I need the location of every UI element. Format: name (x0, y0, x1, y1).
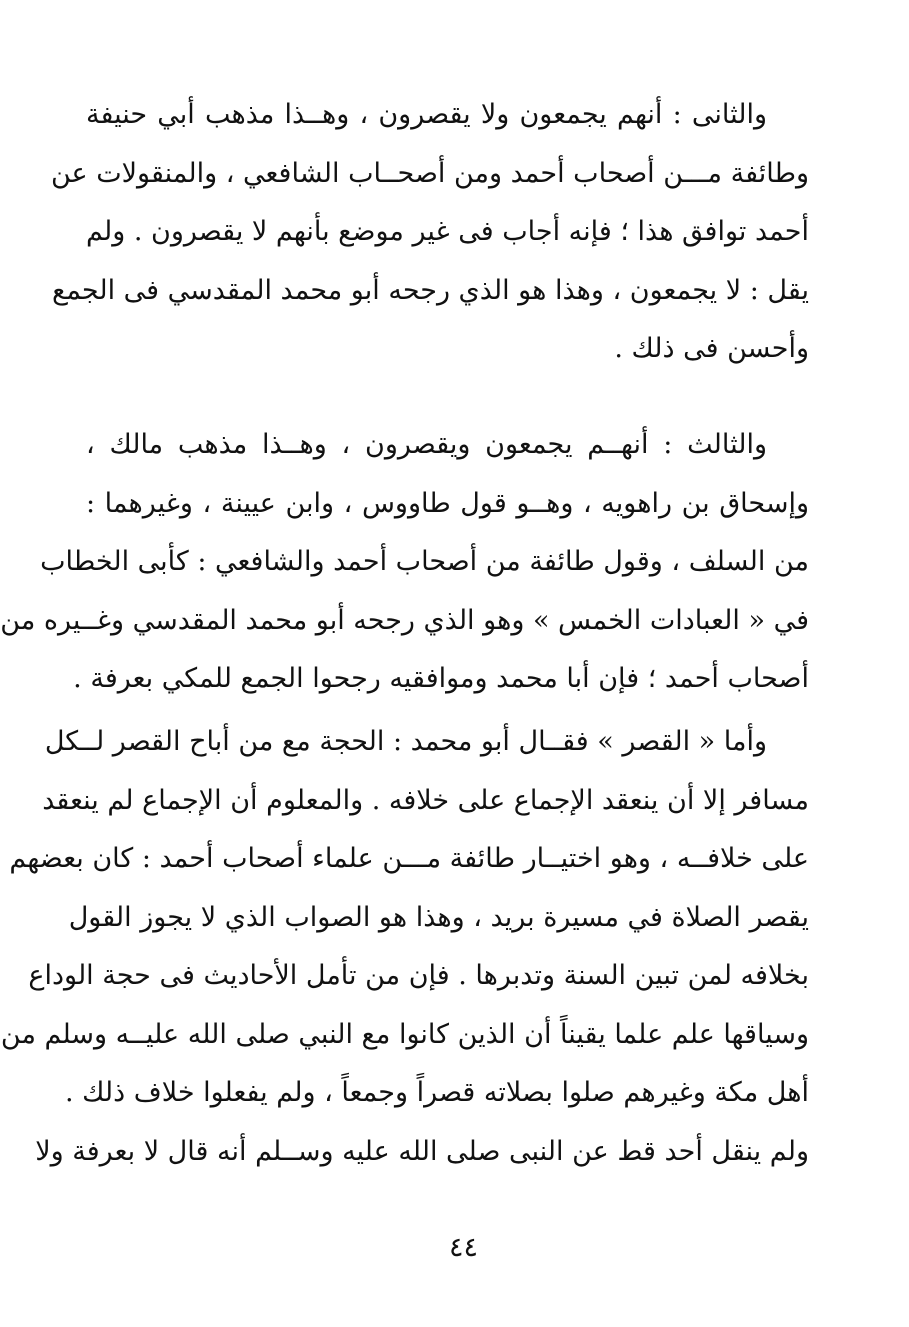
text-line: والثانى : أنهم يجمعون ولا يقصرون ، وهــذا مذهب أبي حنيفة (86, 99, 767, 130)
page-number: ٤٤ (448, 1232, 478, 1263)
text-line: أحمد توافق هذا ؛ فإنه أجاب فى غير موضع بأنهم لا يقصرون . ولم (86, 216, 809, 247)
text-line: من السلف ، وقول طائفة من أصحاب أحمد والشافعي : كأبى الخطاب (40, 546, 809, 577)
paragraph-qasr (0, 713, 809, 1181)
text-line: أصحاب أحمد ؛ فإن أبا محمد وموافقيه رجحوا الجمع للمكي بعرفة . (73, 663, 809, 694)
text-line: في « العبادات الخمس » وهو الذي رجحه أبو محمد المقدسي وغــيره من (0, 604, 809, 636)
text-line: وإسحاق بن راهويه ، وهــو قول طاووس ، وابن عيينة ، وغيرهما : (86, 487, 809, 519)
text-line: أهل مكة وغيرهم صلوا بصلاته قصراً وجمعاً ، ولم يفعلوا خلاف ذلك . (64, 1077, 809, 1108)
text-line: وسياقها علم علما يقيناً أن الذين كانوا مع النبي صلى الله عليــه وسلم من (0, 1018, 809, 1050)
text-line: على خلافــه ، وهو اختيــار طائفة مـــن علماء أصحاب أحمد : كان بعضهم (9, 843, 809, 874)
text-line: يقصر الصلاة في مسيرة بريد ، وهذا هو الصواب الذي لا يجوز القول (68, 901, 809, 933)
text-line: مسافر إلا أن ينعقد الإجماع على خلافه . والمعلوم أن الإجماع لم ينعقد (42, 784, 809, 816)
text-line: والثالث : أنهــم يجمعون ويقصرون ، وهــذا مذهب مالك ، (86, 429, 767, 460)
page-body (0, 86, 809, 1236)
text-line: وطائفة مـــن أصحاب أحمد ومن أصحــاب الشافعي ، والمنقولات عن (50, 157, 809, 189)
paragraph-second-opinion (50, 86, 809, 379)
text-line: يقل : لا يجمعون ، وهذا هو الذي رجحه أبو محمد المقدسي فى الجمع (51, 274, 809, 306)
text-line: وأحسن فى ذلك . (614, 333, 809, 364)
paragraph-third-opinion (0, 416, 809, 709)
text-line: بخلافه لمن تبين السنة وتدبرها . فإن من تأمل الأحاديث فى حجة الوداع (28, 960, 809, 991)
text-line: ولم ينقل أحد قط عن النبى صلى الله عليه وســلم أنه قال لا بعرفة ولا (35, 1135, 809, 1167)
text-line: وأما « القصر » فقــال أبو محمد : الحجة مع من أباح القصر لــكل (44, 726, 767, 757)
